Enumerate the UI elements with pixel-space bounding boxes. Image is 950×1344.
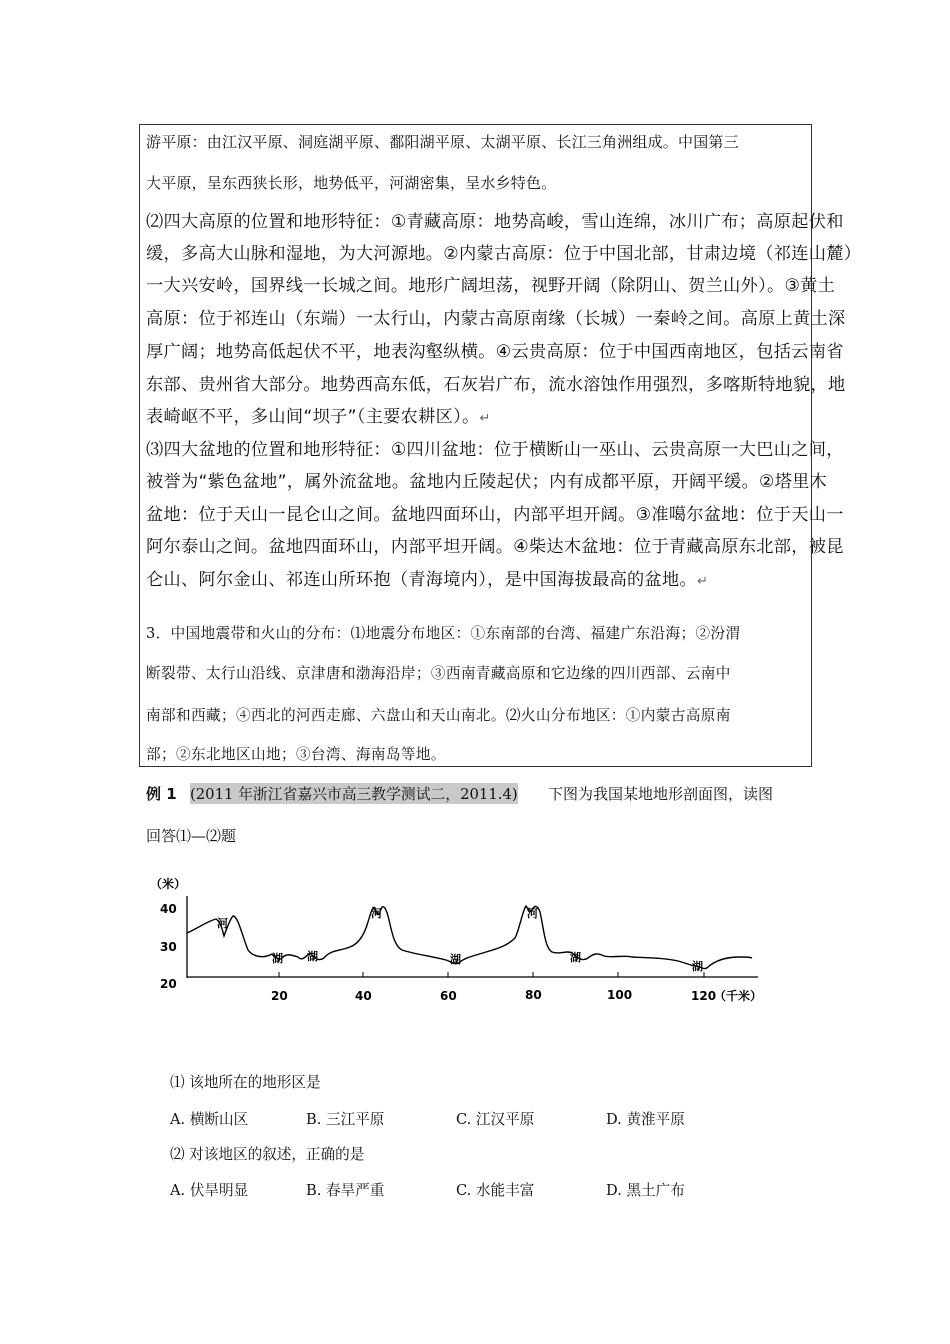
return-mark: ↵ (697, 574, 709, 589)
x-tick-label: 20 (271, 989, 288, 1003)
x-tick-label: 60 (440, 989, 457, 1003)
question-2-option-c[interactable]: C. 水能丰富 (456, 1182, 535, 1199)
example-label: 例 1 (146, 785, 177, 803)
para3-line: 阿尔泰山之间。盆地四面环山，内部平坦开阔。④柴达木盆地：位于青藏高原东北部，被昆 (146, 537, 844, 557)
y-tick-label: 40 (160, 902, 177, 916)
lake-label: 湖 (692, 960, 703, 973)
para2-line: 东部、贵州省大部分。地势西高东低，石灰岩广布，流水溶蚀作用强烈，多喀斯特地貌，地 (146, 375, 846, 395)
example-text: 下图为我国某地地形剖面图，读图 (548, 785, 774, 803)
para1-line: 大平原，呈东西狭长形，地势低平，河湖密集，呈水乡特色。 (146, 174, 557, 192)
x-unit-label: （千米） (714, 989, 763, 1003)
question-1-option-d[interactable]: D. 黄淮平原 (606, 1111, 685, 1128)
example-source: (2011 年浙江省嘉兴市高三教学测试二，2011.4) (190, 783, 518, 804)
question-1-stem: ⑴ 该地所在的地形区是 (170, 1074, 321, 1091)
para3-line: ⑶四大盆地的位置和地形特征：①四川盆地：位于横断山一巫山、云贵高原一大巴山之间， (146, 440, 844, 460)
y-tick-label: 30 (160, 940, 177, 954)
question-1-option-a[interactable]: A. 横断山区 (170, 1111, 249, 1128)
para2-line: 高原：位于祁连山（东端）一太行山，内蒙古高原南缘（长城）一秦岭之间。高原上黄土深 (146, 309, 846, 329)
y-unit-label: （米） (150, 877, 187, 891)
river-label: 河 (371, 907, 382, 920)
return-mark: ↵ (479, 411, 491, 426)
lake-label: 湖 (570, 951, 581, 964)
para4-line: 3．中国地震带和火山的分布：⑴地震分布地区：①东南部的台湾、福建广东沿海；②汾渭 (146, 625, 741, 642)
para4-line: 断裂带、太行山沿线、京津唐和渤海沿岸；③西南青藏高原和它边缘的四川西部、云南中 (146, 665, 731, 682)
question-1-option-c[interactable]: C. 江汉平原 (456, 1111, 535, 1128)
x-tick-label: 80 (525, 988, 542, 1002)
example-line2: 回答⑴—⑵题 (146, 827, 237, 845)
lake-label: 湖 (450, 953, 461, 966)
x-tick-label: 120 (691, 989, 717, 1003)
para4-line: 南部和西藏；④西北的河西走廊、六盘山和天山南北。⑵火山分布地区：①内蒙古高原南 (146, 707, 731, 724)
x-tick-label: 40 (355, 989, 372, 1003)
lake-label: 湖 (307, 950, 318, 963)
question-2-stem: ⑵ 对该地区的叙述，正确的是 (170, 1146, 365, 1163)
para4-line: 部；②东北地区山地；③台湾、海南岛等地。 (146, 746, 446, 763)
para2-line: 厚广阔；地势高低起伏不平，地表沟壑纵横。④云贵高原：位于中国西南地区，包括云南省 (146, 342, 844, 362)
question-2-option-b[interactable]: B. 春旱严重 (306, 1182, 385, 1199)
para2-line: 缓，多高大山脉和湿地，为大河源地。②内蒙古高原：位于中国北部，甘肃边境（祁连山麓） (146, 244, 862, 264)
river-label: 河 (527, 907, 538, 920)
para3-line-last: 仑山、阿尔金山、祁连山所环抱（青海境内），是中国海拔最高的盆地。↵ (146, 570, 709, 590)
question-1-option-b[interactable]: B. 三江平原 (306, 1111, 385, 1128)
para2-line-last: 表崎岖不平，多山间“坝子”（主要农耕区）。↵ (146, 407, 491, 427)
question-2-option-a[interactable]: A. 伏旱明显 (170, 1182, 249, 1199)
question-2-option-d[interactable]: D. 黑土广布 (606, 1182, 685, 1199)
para3-line: 被誉为“紫色盆地”，属外流盆地。盆地内丘陵起伏；内有成都平原，开阔平缓。②塔里木 (146, 472, 828, 492)
para1-line: 游平原：由江汉平原、洞庭湖平原、鄱阳湖平原、太湖平原、长江三角洲组成。中国第三 (146, 133, 739, 151)
river-label: 河 (217, 917, 228, 930)
y-tick-label: 20 (160, 977, 177, 991)
para2-line: 一大兴安岭，国界线一长城之间。地形广阔坦荡，视野开阔（除阴山、贺兰山外）。③黄土 (146, 276, 836, 296)
x-tick-label: 100 (607, 988, 633, 1002)
para2-line: ⑵四大高原的位置和地形特征：①青藏高原：地势高峻，雪山连绵，冰川广布；高原起伏和 (146, 212, 844, 232)
lake-label: 湖 (272, 952, 283, 965)
para3-line: 盆地：位于天山一昆仑山之间。盆地四面环山，内部平坦开阔。③准噶尔盆地：位于天山一 (146, 505, 844, 525)
